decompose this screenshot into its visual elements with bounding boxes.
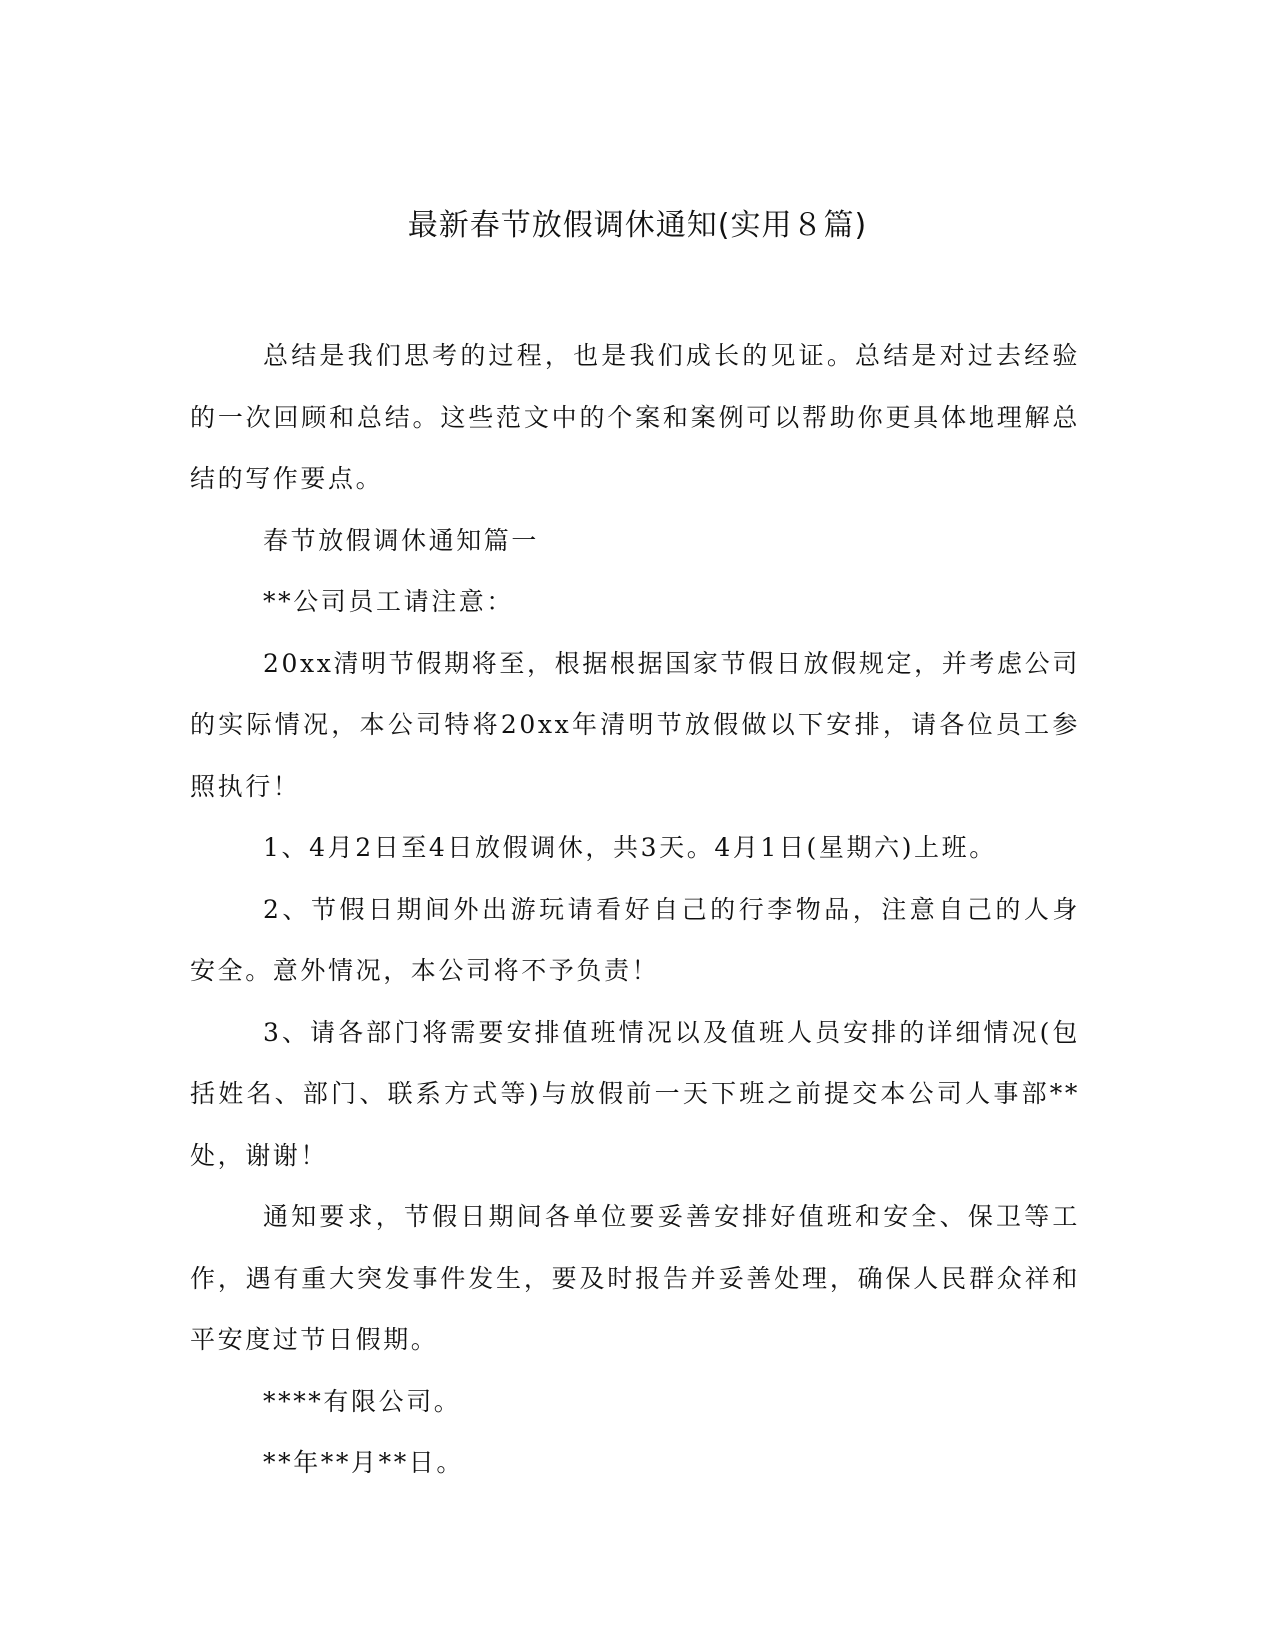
intro-paragraph: 总结是我们思考的过程，也是我们成长的见证。总结是对过去经验的一次回顾和总结。这些范文中的个案和案例可以帮助你更具体地理解总结的写作要点。 [190,341,1080,493]
signature-company: ****有限公司。 [263,1386,462,1416]
list-item-1: 1、4月2日至4日放假调休，共3天。4月1日(星期六)上班。 [263,833,997,862]
section-heading: 春节放假调休通知篇一 [263,525,540,555]
list-item-2: 2、节假日期间外出游玩请看好自己的行李物品，注意自己的人身安全。意外情况，本公司将不予负责！ [190,894,1080,985]
requirement-paragraph: 通知要求，节假日期间各单位要妥善安排好值班和安全、保卫等工作，遇有重大突发事件发生，要及时报告并妥善处理，确保人民群众祥和平安度过节日假期。 [190,1202,1080,1354]
list-item-3: 3、请各部门将需要安排值班情况以及值班人员安排的详细情况(包括姓名、部门、联系方式等)与放假前一天下班之前提交本公司人事部**处，谢谢！ [190,1017,1080,1170]
document-title: 最新春节放假调休通知(实用８篇) [407,208,868,243]
signature-date: **年**月**日。 [263,1448,465,1477]
salutation: **公司员工请注意： [263,587,515,616]
notice-paragraph: 20xx清明节假期将至，根据根据国家节假日放假规定，并考虑公司的实际情况，本公司特将20xx年清明节放假做以下安排，请各位员工参照执行！ [190,648,1080,801]
document-body [190,325,1080,1494]
